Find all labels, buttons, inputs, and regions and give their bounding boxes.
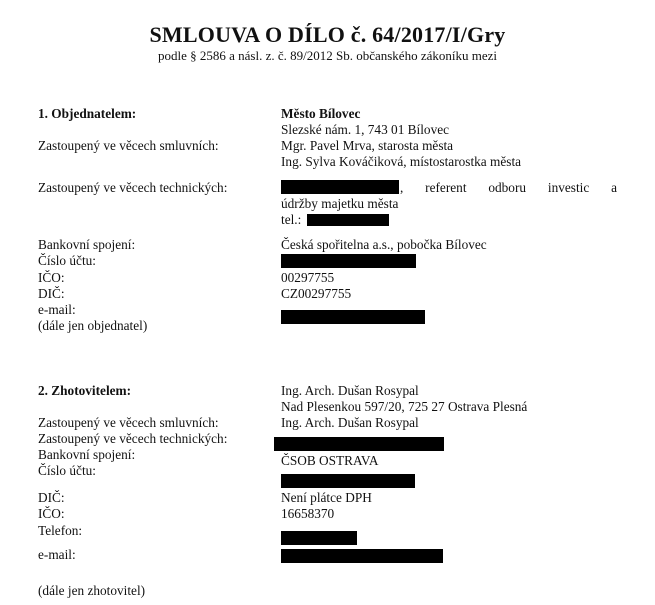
redacted-email: [281, 310, 425, 324]
objednatel-bank-label: Bankovní spojení:: [38, 237, 136, 252]
redacted-tel: [307, 214, 389, 226]
zhotovitel-phone-label: Telefon:: [38, 523, 83, 538]
zhotovitel-dic-label: DIČ:: [38, 490, 65, 505]
objednatel-tech-rep-label: Zastoupený ve věcech technických:: [38, 180, 228, 195]
objednatel-contract-rep-label: Zastoupený ve věcech smluvních:: [38, 138, 219, 153]
zhotovitel-heading: 2. Zhotovitelem:: [38, 383, 132, 398]
zhotovitel-bank-value: ČSOB OSTRAVA: [281, 453, 379, 468]
zhotovitel-ico-value: 16658370: [281, 506, 335, 521]
contract-title: SMLOUVA O DÍLO č. 64/2017/I/Gry: [149, 22, 506, 47]
objednatel-dic-label: DIČ:: [38, 286, 65, 301]
zhotovitel-name: Ing. Arch. Dušan Rosypal: [281, 383, 419, 398]
zhotovitel-tech-rep-label: Zastoupený ve věcech technických:: [38, 431, 228, 446]
zhotovitel-bank-label: Bankovní spojení:: [38, 447, 136, 462]
objednatel-alias: (dále jen objednatel): [38, 318, 148, 333]
redacted-account: [281, 254, 416, 268]
zhotovitel-ico-label: IČO:: [38, 506, 65, 521]
redacted-tech-rep-name: [281, 180, 399, 194]
objednatel-tech-rep-role: , referent odboru investic a: [400, 180, 617, 195]
redacted-phone: [281, 531, 357, 545]
redacted-zhotovitel-tech-rep: [274, 437, 444, 451]
zhotovitel-contract-rep-value: Ing. Arch. Dušan Rosypal: [281, 415, 419, 430]
objednatel-contract-rep-2: Ing. Sylva Kováčiková, místostarostka města: [281, 154, 522, 169]
objednatel-account-label: Číslo účtu:: [38, 253, 96, 268]
objednatel-ico-label: IČO:: [38, 270, 65, 285]
objednatel-ico-value: 00297755: [281, 270, 335, 285]
redacted-zhotovitel-account: [281, 474, 415, 488]
redacted-zhotovitel-email: [281, 549, 443, 563]
objednatel-name: Město Bílovec: [281, 106, 361, 121]
zhotovitel-alias: (dále jen zhotovitel): [38, 583, 146, 598]
objednatel-contract-rep-1: Mgr. Pavel Mrva, starosta města: [281, 138, 454, 153]
objednatel-heading: 1. Objednatelem:: [38, 106, 137, 121]
zhotovitel-address: Nad Plesenkou 597/20, 725 27 Ostrava Plesná: [281, 399, 528, 414]
zhotovitel-email-label: e-mail:: [38, 547, 76, 562]
zhotovitel-dic-value: Není plátce DPH: [281, 490, 372, 505]
objednatel-dic-value: CZ00297755: [281, 286, 352, 301]
objednatel-email-label: e-mail:: [38, 302, 76, 317]
objednatel-tech-rep-role-2: údržby majetku města: [281, 196, 399, 211]
objednatel-tel-label: tel.:: [281, 212, 302, 227]
contract-subtitle: podle § 2586 a násl. z. č. 89/2012 Sb. občanského zákoníku mezi: [157, 48, 497, 63]
objednatel-bank-value: Česká spořitelna a.s., pobočka Bílovec: [281, 237, 487, 252]
zhotovitel-account-label: Číslo účtu:: [38, 463, 96, 478]
zhotovitel-contract-rep-label: Zastoupený ve věcech smluvních:: [38, 415, 219, 430]
objednatel-address: Slezské nám. 1, 743 01 Bílovec: [281, 122, 450, 137]
